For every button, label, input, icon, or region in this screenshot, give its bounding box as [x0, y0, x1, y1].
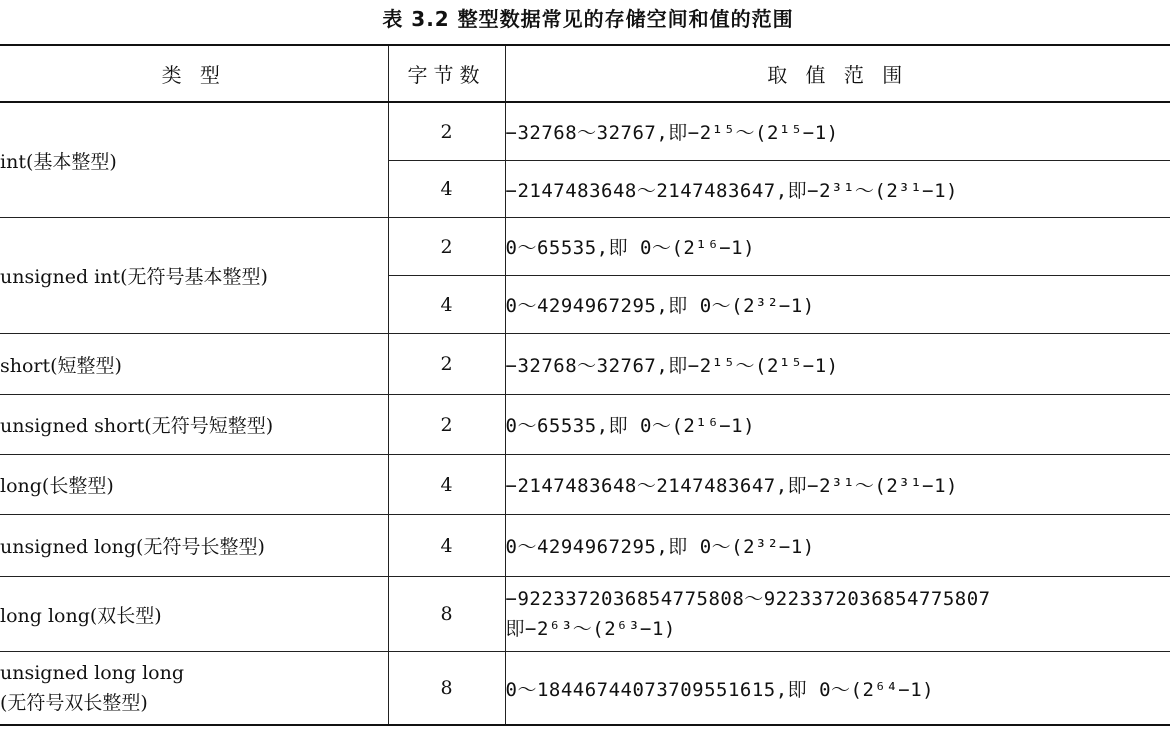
table-row — [0, 102, 1170, 161]
bytes-cell: 2 — [388, 395, 505, 455]
header-bytes: 字节数 — [388, 45, 505, 102]
range-cell: 0～18446744073709551615,即 0～(2⁶⁴−1) — [505, 652, 1170, 726]
type-cell: short(短整型) — [0, 334, 388, 395]
table-row — [0, 218, 1170, 276]
integer-types-table — [0, 44, 1170, 726]
range-cell: 0～4294967295,即 0～(2³²−1) — [505, 276, 1170, 334]
range-cell: 0～65535,即 0～(2¹⁶−1) — [505, 395, 1170, 455]
bytes-cell: 8 — [388, 652, 505, 726]
range-cell: 0～4294967295,即 0～(2³²−1) — [505, 515, 1170, 577]
range-cell: −32768～32767,即−2¹⁵～(2¹⁵−1) — [505, 334, 1170, 395]
type-cell: unsigned long(无符号长整型) — [0, 515, 388, 577]
range-line: −9223372036854775808～9223372036854775807 — [505, 588, 991, 610]
type-line: (无符号双长整型) — [0, 692, 148, 714]
header-range: 取 值 范 围 — [505, 45, 1170, 102]
table-row — [0, 395, 1170, 455]
range-line: 即−2⁶³～(2⁶³−1) — [505, 618, 676, 640]
table-row — [0, 577, 1170, 652]
table-caption: 表 3.2 整型数据常见的存储空间和值的范围 — [382, 7, 794, 31]
range-cell: 0～65535,即 0～(2¹⁶−1) — [505, 218, 1170, 276]
type-cell: int(基本整型) — [0, 102, 388, 218]
bytes-cell: 4 — [388, 276, 505, 334]
table-row — [0, 652, 1170, 726]
type-cell — [0, 652, 388, 726]
type-line: unsigned long long — [0, 662, 185, 684]
bytes-cell: 4 — [388, 515, 505, 577]
header-row — [0, 45, 1170, 102]
bytes-cell: 4 — [388, 161, 505, 218]
range-cell: −2147483648～2147483647,即−2³¹～(2³¹−1) — [505, 455, 1170, 515]
bytes-cell: 2 — [388, 334, 505, 395]
type-cell: unsigned short(无符号短整型) — [0, 395, 388, 455]
table-row — [0, 334, 1170, 395]
bytes-cell: 2 — [388, 218, 505, 276]
bytes-cell: 2 — [388, 102, 505, 161]
type-cell: unsigned int(无符号基本整型) — [0, 218, 388, 334]
range-cell: −2147483648～2147483647,即−2³¹～(2³¹−1) — [505, 161, 1170, 218]
range-cell — [505, 577, 1170, 652]
type-cell: long long(双长型) — [0, 577, 388, 652]
bytes-cell: 8 — [388, 577, 505, 652]
bytes-cell: 4 — [388, 455, 505, 515]
table-row — [0, 515, 1170, 577]
table-row — [0, 455, 1170, 515]
header-type: 类 型 — [0, 45, 388, 102]
range-cell: −32768～32767,即−2¹⁵～(2¹⁵−1) — [505, 102, 1170, 161]
type-cell: long(长整型) — [0, 455, 388, 515]
